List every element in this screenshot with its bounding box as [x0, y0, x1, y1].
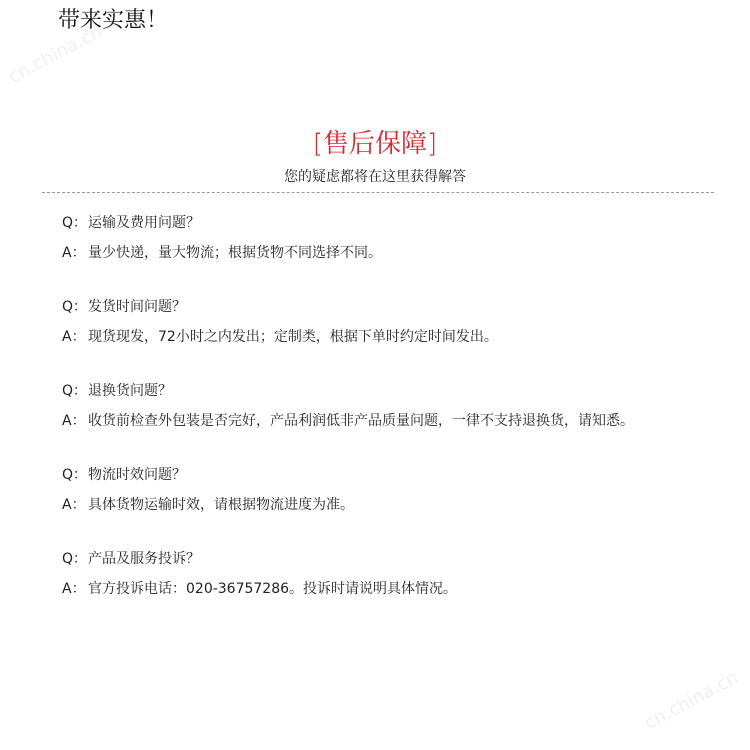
question-prefix: Q： — [62, 551, 88, 567]
answer-prefix: A： — [62, 245, 86, 261]
answer-text: 具体货物运输时效，请根据物流进度为准。 — [88, 497, 354, 513]
dashed-divider — [42, 192, 714, 193]
answer-prefix: A： — [62, 413, 86, 429]
answer-prefix: A： — [62, 329, 86, 345]
faq-item — [62, 460, 732, 544]
faq-answer — [62, 322, 732, 352]
question-prefix: Q： — [62, 467, 88, 483]
faq-answer — [62, 490, 732, 520]
faq-item — [62, 376, 732, 460]
answer-text: 现货现发，72小时之内发出；定制类，根据下单时约定时间发出。 — [88, 329, 498, 345]
question-text: 物流时效问题？ — [88, 467, 186, 483]
answer-prefix: A： — [62, 581, 86, 597]
question-text: 发货时间问题？ — [88, 299, 186, 315]
section-title — [0, 124, 750, 164]
question-text: 退换货问题？ — [88, 383, 172, 399]
watermark: cn.china.cn — [5, 21, 106, 88]
question-prefix: Q： — [62, 383, 88, 399]
watermark: cn.china.cn — [641, 667, 742, 734]
faq-list — [62, 208, 732, 628]
faq-question — [62, 292, 732, 322]
faq-question — [62, 208, 732, 238]
answer-text: 官方投诉电话：020-36757286。投诉时请说明具体情况。 — [88, 581, 458, 597]
faq-item — [62, 208, 732, 292]
faq-question — [62, 460, 732, 490]
question-prefix: Q： — [62, 215, 88, 231]
header-text: 带来实惠！ — [58, 8, 169, 33]
question-text: 产品及服务投诉？ — [88, 551, 200, 567]
question-text: 运输及费用问题？ — [88, 215, 200, 231]
faq-answer — [62, 238, 732, 268]
section-title-text: 售后保障 — [322, 129, 427, 159]
question-prefix: Q： — [62, 299, 88, 315]
answer-prefix: A： — [62, 497, 86, 513]
faq-item — [62, 292, 732, 376]
faq-question — [62, 544, 732, 574]
faq-question — [62, 376, 732, 406]
title-bracket-open: [ — [312, 129, 323, 159]
faq-answer — [62, 574, 732, 604]
faq-answer — [62, 406, 732, 436]
section-subtitle: 您的疑虑都将在这里获得解答 — [284, 169, 466, 185]
answer-text: 量少快递，量大物流；根据货物不同选择不同。 — [88, 245, 382, 261]
faq-item — [62, 544, 732, 628]
title-bracket-close: ] — [427, 129, 438, 159]
answer-text: 收货前检查外包装是否完好，产品利润低非产品质量问题，一律不支持退换货，请知悉。 — [88, 413, 634, 429]
